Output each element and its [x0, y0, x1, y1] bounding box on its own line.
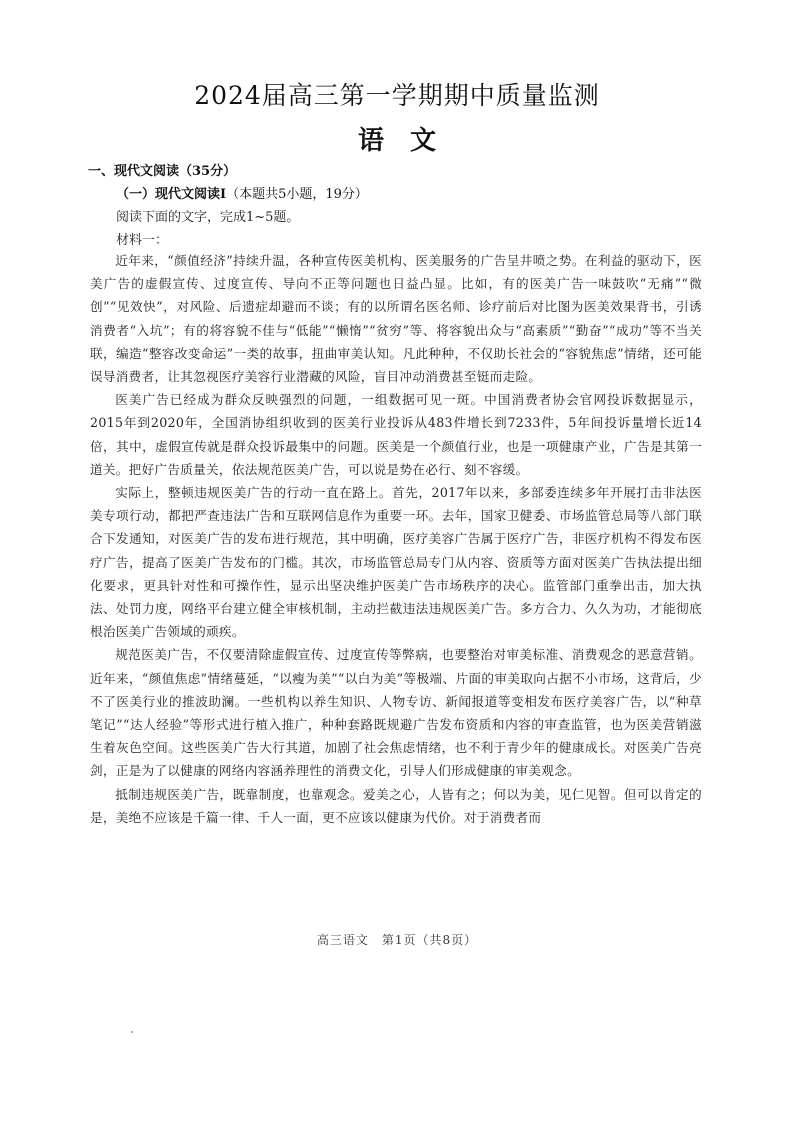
subject-title: 语文 [357, 126, 462, 156]
scan-speck [131, 1031, 133, 1033]
section-heading: 一、现代文阅读（35分） [88, 164, 237, 179]
material-label: 材料一： [116, 233, 169, 248]
sub-section-title: （一）现代文阅读Ⅰ [116, 187, 227, 202]
sub-section-heading [116, 183, 368, 202]
paragraph: 规范医美广告，不仅要清除虚假宣传、过度宣传等弊病，也要整治对审美标准、消费观念的恶意营销。近年来，“颜值焦虑”情绪蔓延，“以瘦为美”“以白为美”等极端、片面的审美取向占据不小市场，这背后，少不了医美行业的推波助澜。一些机构以养生知识、人物专访、新闻报道等变相发布医疗美容广告，以“种草笔记”“达人经验”等形式进行植入推广，种种套路既规避广告发布资质和内容的审查监管，也为医美营销滋生着灰色空间。这些医美广告大行其道，加剧了社会焦虑情绪，也不利于青少年的健康成长。对医美广告亮剑，正是为了以健康的网络内容涵养理性的消费文化，引导人们形成健康的审美观念。 [90, 647, 702, 779]
paragraph: 实际上，整顿违规医美广告的行动一直在路上。首先，2017年以来，多部委连续多年开展打击非法医美专项行动，都把严查违法广告和互联网信息作为重要一环。去年，国家卫健委、市场监管总局等八部门联合下发通知，对医美广告的发布进行规范，其中明确，医疗美容广告属于医疗广告，非医疗机构不得发布医疗广告，提高了医美广告发布的门槛。其次，市场监管总局专门从内容、资质等方面对医美广告执法提出细化要求，更具针对性和可操作性，显示出坚决维护医美广告市场秩序的决心。监管部门重拳出击，加大执法、处罚力度，网络平台建立健全审核机制，主动拦截违法违规医美广告。多方合力、久久为功，才能彻底根治医美广告领域的顽疾。 [90, 485, 702, 640]
reading-instruction: 阅读下面的文字，完成1~5题。 [116, 210, 300, 225]
paragraph: 近年来，“颜值经济”持续升温，各种宣传医美机构、医美服务的广告呈井喷之势。在利益的驱动下，医美广告的虚假宣传、过度宣传、导向不正等问题也日益凸显。比如，有的医美广告一味鼓吹“无痛”“微创”“见效快”，对风险、后遗症却避而不谈；有的以所谓名医名师、诊疗前后对比图为医美效果背书，引诱消费者“入坑”；有的将容貌不佳与“低能”“懒惰”“贫穷”等、将容貌出众与“高素质”“勤奋”“成功”等不当关联，编造“整容改变命运”一类的故事，扭曲审美认知。凡此种种，不仅助长社会的“容貌焦虑”情绪，还可能误导消费者，让其忽视医疗美容行业潜藏的风险，盲目冲动消费甚至铤而走险。 [90, 253, 702, 385]
paragraph: 抵制违规医美广告，既靠制度，也靠观念。爱美之心，人皆有之；何以为美，见仁见智。但可以肯定的是，美绝不应该是千篇一律、千人一面，更不应该以健康为代价。对于消费者而 [90, 786, 702, 825]
article-body [90, 249, 702, 829]
paragraph: 医美广告已经成为群众反映强烈的问题，一组数据可见一斑。中国消费者协会官网投诉数据显示，2015年到2020年，全国消协组织收到的医美行业投诉从483件增长到7233件，5年间投诉量增长近14倍，其中，虚假宣传就是群众投诉最集中的问题。医美是一个颜值行业，也是一项健康产业，广告是其第一道关。把好广告质量关，依法规范医美广告，可以说是势在必行、刻不容缓。 [90, 392, 702, 477]
sub-section-note: （本题共5小题，19分） [226, 187, 368, 202]
exam-title: 2024届高三第一学期期中质量监测 [194, 81, 600, 110]
page-footer: 高三语文 第1页（共8页） [316, 933, 478, 947]
